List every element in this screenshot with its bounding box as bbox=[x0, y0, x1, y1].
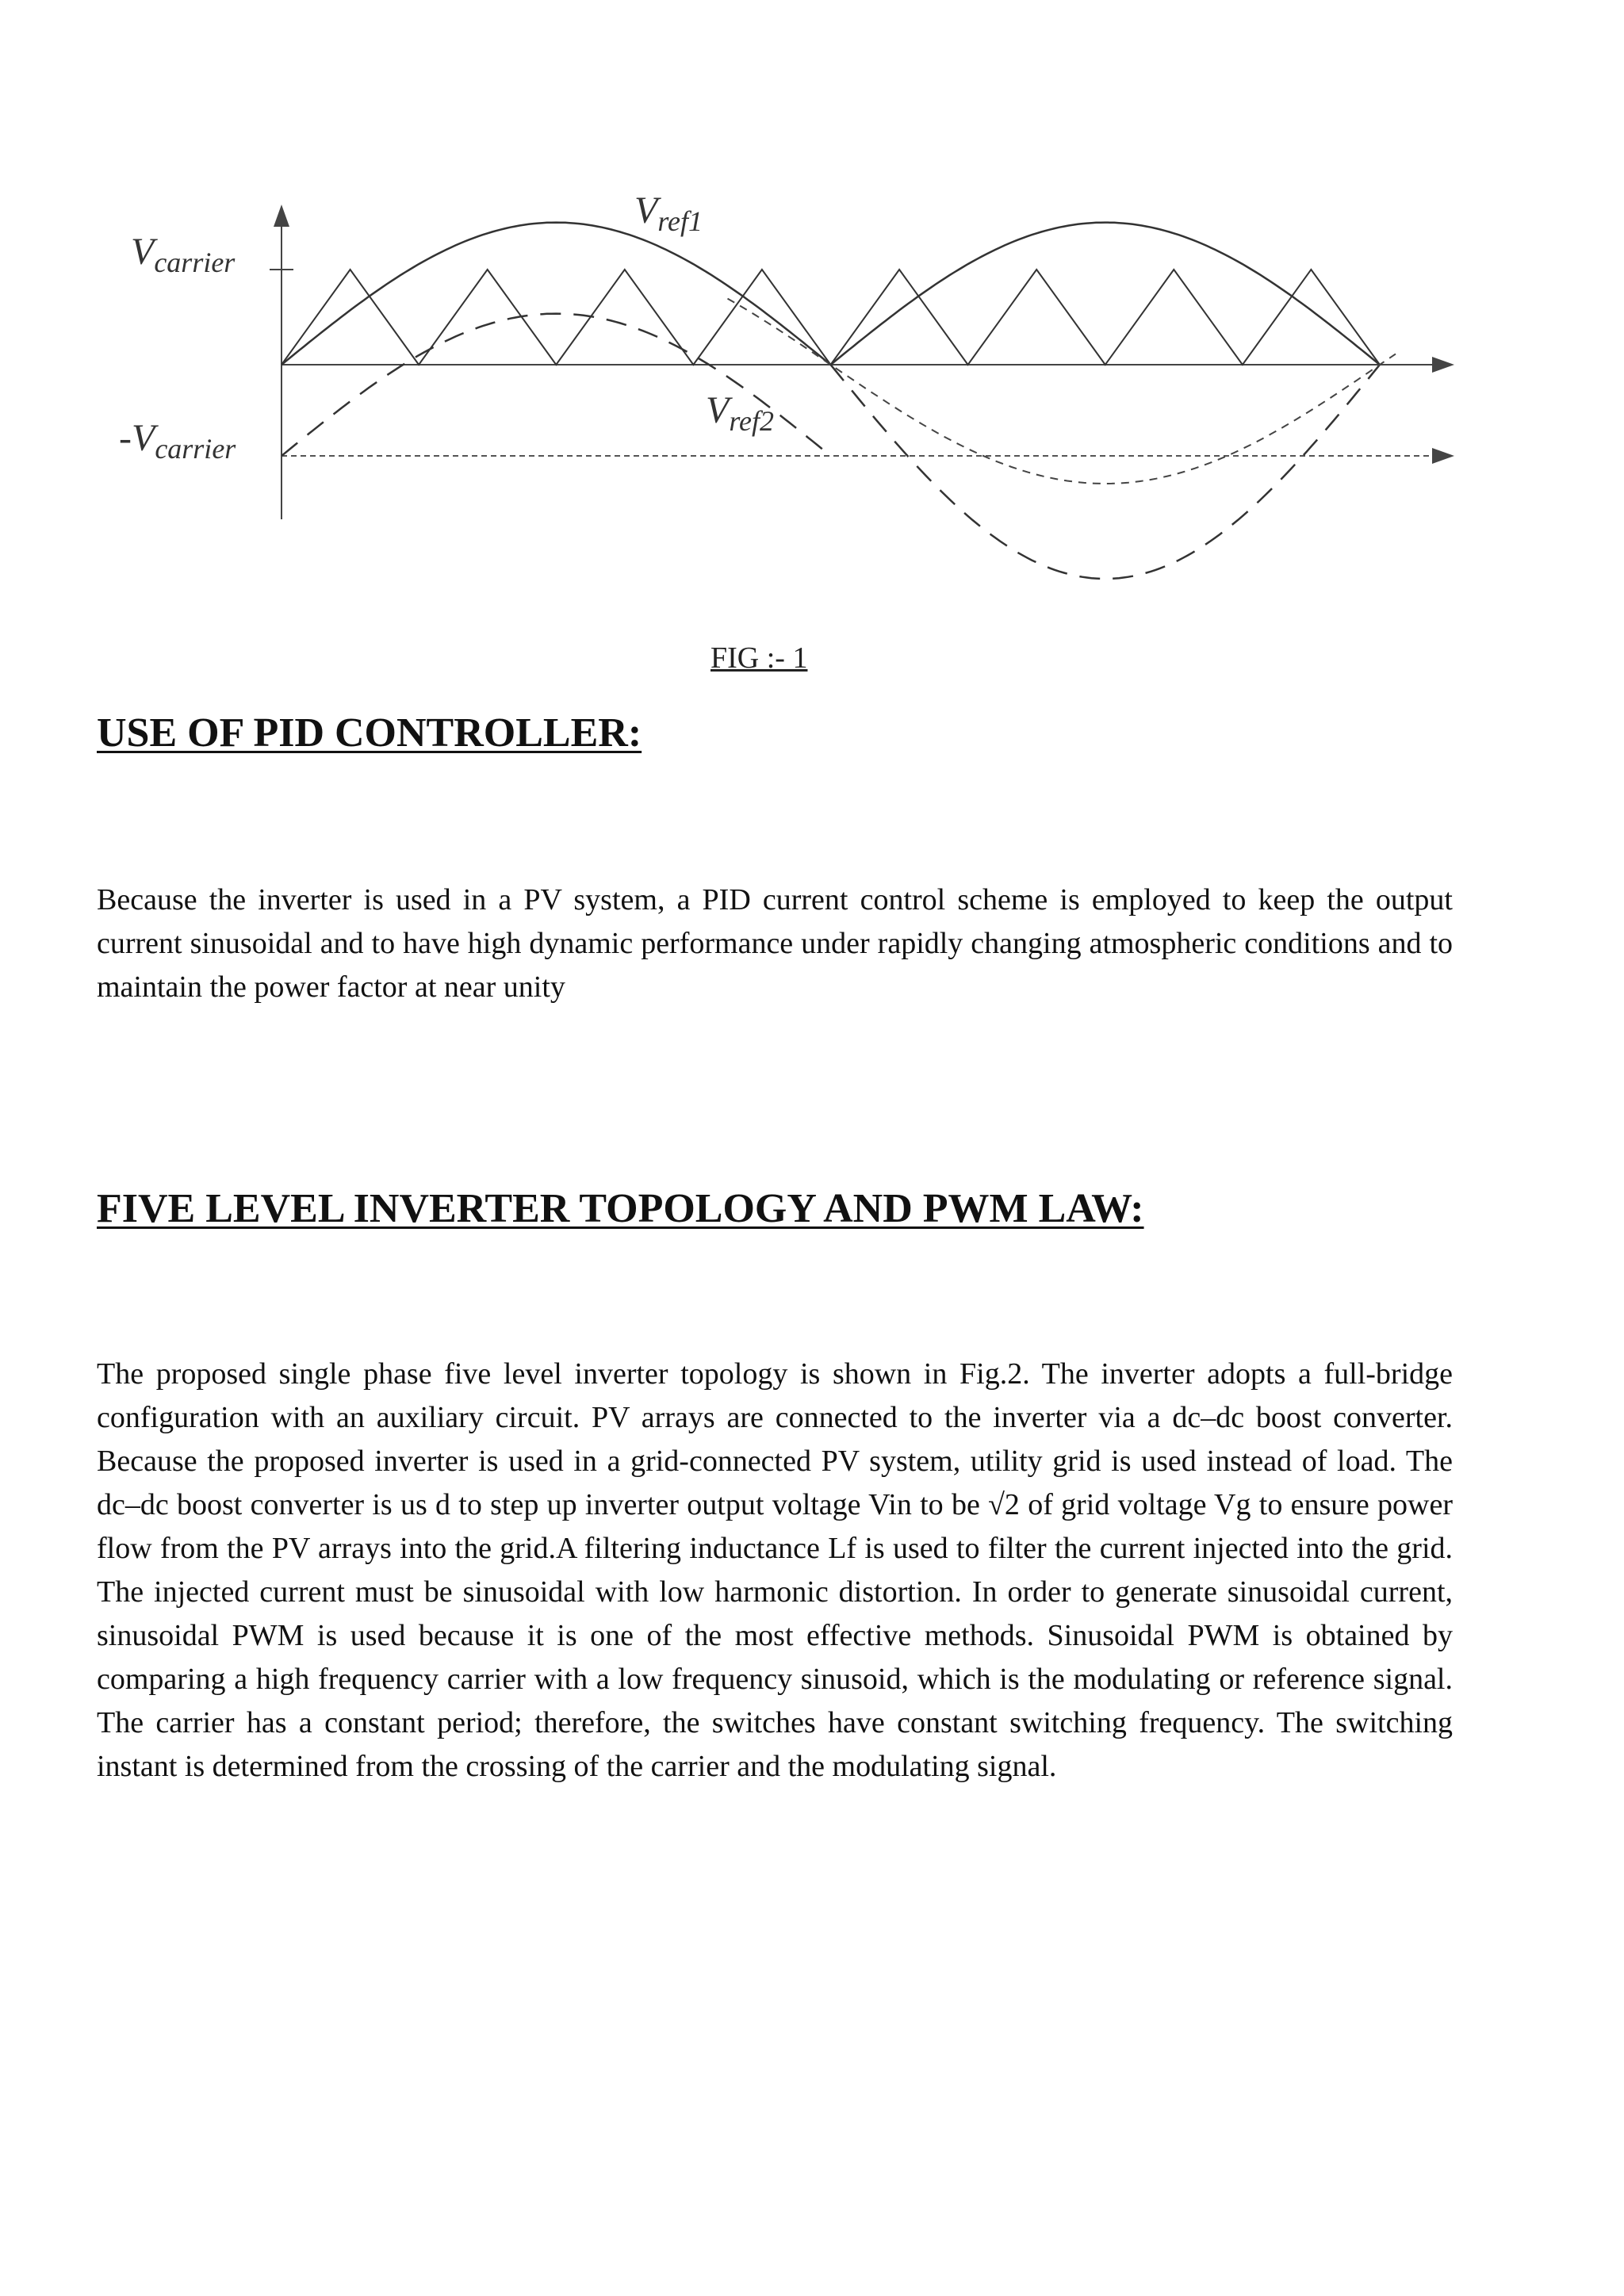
vcarrier-label-main: V bbox=[131, 231, 155, 273]
figure-caption: FIG :- 1 bbox=[710, 641, 808, 675]
neg-vcarrier-label-sub: carrier bbox=[155, 433, 236, 465]
vcarrier-label-sub: carrier bbox=[154, 247, 236, 278]
vref2-label-main: V bbox=[706, 389, 730, 431]
section-paragraph-inverter: The proposed single phase five level inverter topology is shown in Fig.2. The inverter adopts a full-bridge configuration with an auxiliary circuit. PV arrays are connected to the inverter via a dc–dc boost converter. Because the proposed inverter is used in a grid-connected PV system, utility grid is used instead of load. The dc–dc boost converter is us d to step up inverter output voltage Vin to be √2 of grid voltage Vg to ensure power flow from the PV arrays into the grid.A filtering inductance Lf is used to filter the current injected into the grid. The injected current must be sinusoidal with low harmonic distortion. In order to generate sinusoidal current, sinusoidal PWM is used because it is one of the most effective methods. Sinusoidal PWM is obtained by comparing a high frequency carrier with a low frequency sinusoid, which is the modulating or reference signal. The carrier has a constant period; therefore, the switches have constant switching frequency. The switching instant is determined from the crossing of the carrier and the modulating signal. bbox=[97, 1357, 1453, 1783]
vref2-label bbox=[706, 388, 774, 437]
section-paragraph-pid: Because the inverter is used in a PV system, a PID current control scheme is employed to keep the output current sinusoidal and to have high dynamic performance under rapidly changing atmospheric conditions and to maintain the power factor at near unity bbox=[97, 883, 1453, 1004]
carrier-triangle-wave bbox=[282, 270, 1380, 365]
vref1-label-main: V bbox=[634, 189, 658, 232]
neg-vcarrier-label bbox=[119, 416, 236, 465]
vref1-label-sub: ref1 bbox=[657, 205, 703, 237]
vcarrier-label bbox=[131, 230, 236, 278]
vref2-label-sub: ref2 bbox=[729, 405, 774, 437]
pwm-diagram bbox=[111, 189, 1459, 610]
vref1-label bbox=[634, 189, 703, 237]
pwm-waveform-svg bbox=[111, 198, 1459, 610]
section-heading-pid: USE OF PID CONTROLLER: bbox=[97, 710, 642, 756]
lower-mirror-curve bbox=[831, 365, 1381, 579]
vref1-curve bbox=[282, 223, 1380, 365]
section-heading-inverter: FIVE LEVEL INVERTER TOPOLOGY AND PWM LAW: bbox=[97, 1186, 1144, 1231]
neg-vcarrier-label-main: -V bbox=[119, 417, 155, 459]
